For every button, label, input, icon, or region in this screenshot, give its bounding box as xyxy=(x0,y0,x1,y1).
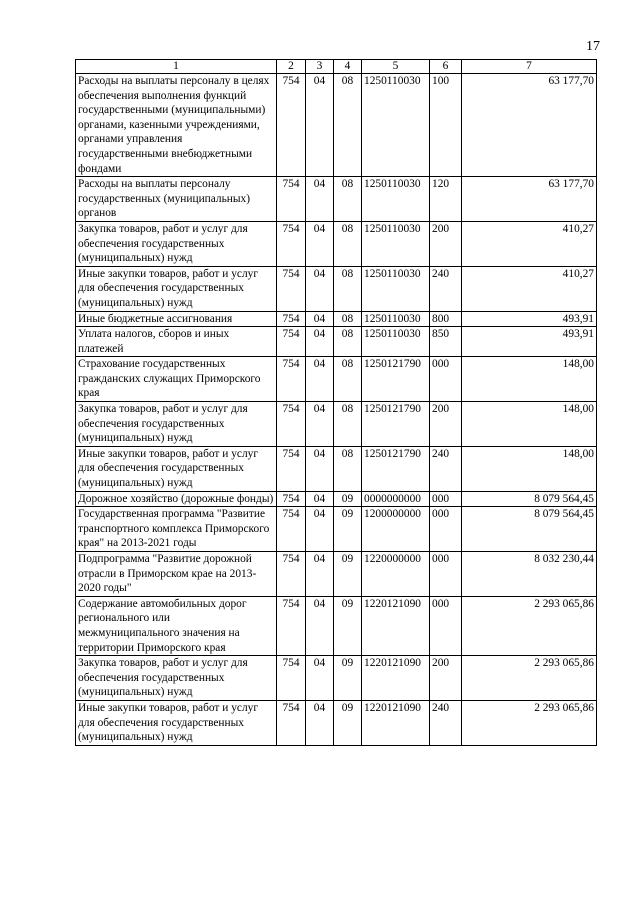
row-code-3: 04 xyxy=(306,177,334,222)
row-code-2: 754 xyxy=(277,656,306,701)
row-amount: 148,00 xyxy=(462,357,597,402)
column-header: 5 xyxy=(362,60,430,74)
row-code-6: 200 xyxy=(430,656,462,701)
row-code-6: 800 xyxy=(430,311,462,327)
row-code-6: 850 xyxy=(430,327,462,357)
row-code-4: 08 xyxy=(334,221,362,266)
table-row xyxy=(76,221,597,266)
row-code-6: 000 xyxy=(430,596,462,655)
row-code-4: 09 xyxy=(334,700,362,745)
row-amount: 493,91 xyxy=(462,311,597,327)
column-header: 3 xyxy=(306,60,334,74)
row-code-5: 1250110030 xyxy=(362,221,430,266)
page-number: 17 xyxy=(586,39,600,54)
row-code-2: 754 xyxy=(277,311,306,327)
row-amount: 148,00 xyxy=(462,446,597,491)
row-code-5: 1220121090 xyxy=(362,656,430,701)
row-code-2: 754 xyxy=(277,221,306,266)
row-code-5: 1220121090 xyxy=(362,700,430,745)
row-code-3: 04 xyxy=(306,446,334,491)
row-code-3: 04 xyxy=(306,311,334,327)
row-name: Расходы на выплаты персоналу государственных (муниципальных) органов xyxy=(76,177,277,222)
table-row xyxy=(76,596,597,655)
row-code-3: 04 xyxy=(306,700,334,745)
table-row xyxy=(76,656,597,701)
row-amount: 63 177,70 xyxy=(462,74,597,177)
row-code-5: 1220000000 xyxy=(362,552,430,597)
table-row xyxy=(76,311,597,327)
row-name: Закупка товаров, работ и услуг для обеспечения государственных (муниципальных) нужд xyxy=(76,221,277,266)
row-code-5: 1250110030 xyxy=(362,327,430,357)
row-code-3: 04 xyxy=(306,402,334,447)
column-header: 4 xyxy=(334,60,362,74)
row-amount: 410,27 xyxy=(462,266,597,311)
row-code-6: 000 xyxy=(430,552,462,597)
table-row xyxy=(76,552,597,597)
column-header: 7 xyxy=(462,60,597,74)
row-code-6: 240 xyxy=(430,700,462,745)
row-name: Подпрограмма "Развитие дорожной отрасли в Приморском крае на 2013-2020 годы" xyxy=(76,552,277,597)
row-code-3: 04 xyxy=(306,656,334,701)
row-code-2: 754 xyxy=(277,177,306,222)
row-code-5: 1250110030 xyxy=(362,266,430,311)
row-code-4: 08 xyxy=(334,402,362,447)
table-row xyxy=(76,446,597,491)
row-code-5: 1250110030 xyxy=(362,311,430,327)
row-code-2: 754 xyxy=(277,700,306,745)
table-row xyxy=(76,491,597,507)
row-amount: 63 177,70 xyxy=(462,177,597,222)
row-code-6: 100 xyxy=(430,74,462,177)
budget-table xyxy=(75,59,597,746)
row-code-3: 04 xyxy=(306,327,334,357)
table-row xyxy=(76,507,597,552)
table-row xyxy=(76,74,597,177)
row-amount: 410,27 xyxy=(462,221,597,266)
row-code-3: 04 xyxy=(306,596,334,655)
row-code-4: 08 xyxy=(334,266,362,311)
table-header-row xyxy=(76,60,597,74)
row-code-6: 000 xyxy=(430,357,462,402)
row-name: Уплата налогов, сборов и иных платежей xyxy=(76,327,277,357)
column-header: 2 xyxy=(277,60,306,74)
row-code-4: 08 xyxy=(334,177,362,222)
row-code-2: 754 xyxy=(277,74,306,177)
column-header: 1 xyxy=(76,60,277,74)
row-code-2: 754 xyxy=(277,446,306,491)
table-row xyxy=(76,700,597,745)
row-code-5: 1200000000 xyxy=(362,507,430,552)
row-code-4: 09 xyxy=(334,656,362,701)
row-amount: 2 293 065,86 xyxy=(462,700,597,745)
table-row xyxy=(76,327,597,357)
row-code-2: 754 xyxy=(277,357,306,402)
row-code-2: 754 xyxy=(277,596,306,655)
row-code-4: 09 xyxy=(334,507,362,552)
row-code-3: 04 xyxy=(306,507,334,552)
row-amount: 8 079 564,45 xyxy=(462,491,597,507)
row-code-3: 04 xyxy=(306,221,334,266)
row-code-3: 04 xyxy=(306,357,334,402)
row-amount: 8 032 230,44 xyxy=(462,552,597,597)
row-name: Иные закупки товаров, работ и услуг для обеспечения государственных (муниципальных) нужд xyxy=(76,700,277,745)
row-name: Государственная программа "Развитие транспортного комплекса Приморского края" на 2013-2021 годы xyxy=(76,507,277,552)
row-name: Иные закупки товаров, работ и услуг для обеспечения государственных (муниципальных) нужд xyxy=(76,266,277,311)
column-header: 6 xyxy=(430,60,462,74)
row-code-5: 1250121790 xyxy=(362,402,430,447)
row-code-6: 240 xyxy=(430,446,462,491)
row-code-5: 1250121790 xyxy=(362,357,430,402)
row-code-2: 754 xyxy=(277,552,306,597)
row-code-5: 1250121790 xyxy=(362,446,430,491)
row-code-3: 04 xyxy=(306,552,334,597)
row-code-2: 754 xyxy=(277,507,306,552)
row-name: Расходы на выплаты персоналу в целях обеспечения выполнения функций государственными (муниципальными) органами, казенными учреждениями, органами управления государственными внебюджетными фондами xyxy=(76,74,277,177)
row-code-6: 200 xyxy=(430,402,462,447)
row-code-6: 000 xyxy=(430,491,462,507)
row-code-2: 754 xyxy=(277,266,306,311)
row-amount: 8 079 564,45 xyxy=(462,507,597,552)
row-code-4: 09 xyxy=(334,596,362,655)
row-name: Дорожное хозяйство (дорожные фонды) xyxy=(76,491,277,507)
table-row xyxy=(76,177,597,222)
row-code-2: 754 xyxy=(277,402,306,447)
row-name: Страхование государственных гражданских служащих Приморского края xyxy=(76,357,277,402)
row-code-5: 0000000000 xyxy=(362,491,430,507)
row-code-6: 240 xyxy=(430,266,462,311)
row-amount: 148,00 xyxy=(462,402,597,447)
table-row xyxy=(76,402,597,447)
row-code-2: 754 xyxy=(277,491,306,507)
table-row xyxy=(76,266,597,311)
row-name: Иные бюджетные ассигнования xyxy=(76,311,277,327)
row-code-4: 08 xyxy=(334,74,362,177)
row-code-4: 09 xyxy=(334,491,362,507)
row-name: Содержание автомобильных дорог регионального или межмуниципального значения на территории Приморского края xyxy=(76,596,277,655)
row-code-5: 1250110030 xyxy=(362,74,430,177)
row-code-2: 754 xyxy=(277,327,306,357)
row-code-4: 08 xyxy=(334,311,362,327)
row-code-5: 1250110030 xyxy=(362,177,430,222)
row-code-6: 200 xyxy=(430,221,462,266)
row-code-4: 08 xyxy=(334,327,362,357)
row-code-3: 04 xyxy=(306,266,334,311)
table-row xyxy=(76,357,597,402)
row-code-4: 09 xyxy=(334,552,362,597)
row-code-4: 08 xyxy=(334,446,362,491)
row-amount: 493,91 xyxy=(462,327,597,357)
row-code-6: 000 xyxy=(430,507,462,552)
row-code-4: 08 xyxy=(334,357,362,402)
row-name: Закупка товаров, работ и услуг для обеспечения государственных (муниципальных) нужд xyxy=(76,656,277,701)
row-name: Иные закупки товаров, работ и услуг для обеспечения государственных (муниципальных) нужд xyxy=(76,446,277,491)
row-amount: 2 293 065,86 xyxy=(462,656,597,701)
row-code-5: 1220121090 xyxy=(362,596,430,655)
row-code-3: 04 xyxy=(306,74,334,177)
row-code-6: 120 xyxy=(430,177,462,222)
row-amount: 2 293 065,86 xyxy=(462,596,597,655)
row-code-3: 04 xyxy=(306,491,334,507)
row-name: Закупка товаров, работ и услуг для обеспечения государственных (муниципальных) нужд xyxy=(76,402,277,447)
